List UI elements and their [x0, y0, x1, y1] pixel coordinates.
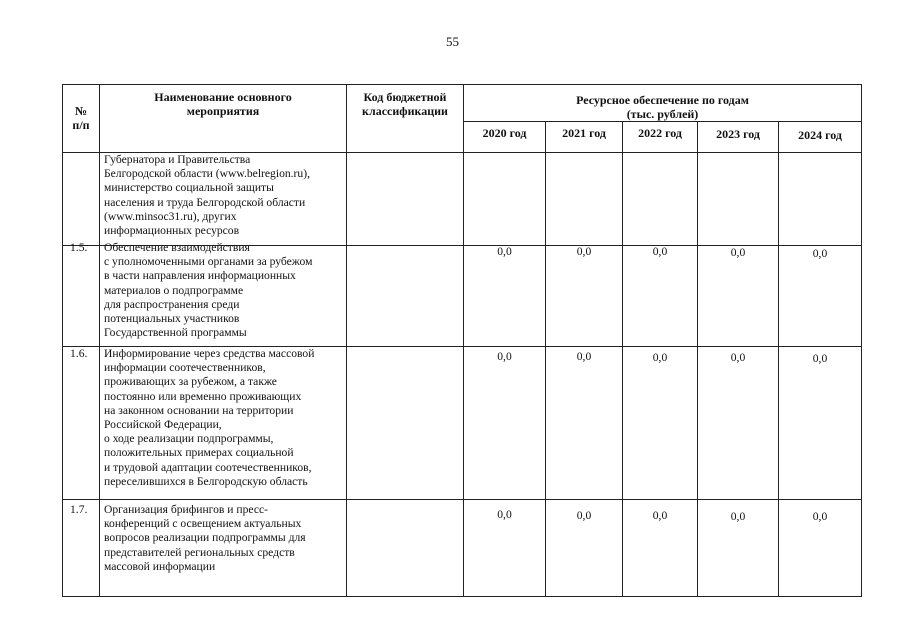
value-2024: 0,0 [812, 247, 828, 260]
row-name: Обеспечение взаимодействия с уполномоченными органами за рубежом в части направления информационных материалов о подпрограмме для распространения среди потенциальных участников Государственной программы [104, 241, 313, 340]
value-2022: 0,0 [652, 509, 668, 522]
year-2024: 2024 год [798, 128, 842, 142]
value-2024: 0,0 [812, 352, 828, 365]
page-number: 55 [446, 34, 459, 49]
row-number: 1.5. [70, 241, 88, 254]
col-line [62, 84, 63, 597]
value-2022: 0,0 [652, 245, 668, 258]
value-2022: 0,0 [652, 351, 668, 364]
header-code: Код бюджетной классификации [362, 90, 448, 118]
value-2023: 0,0 [730, 351, 746, 364]
value-2023: 0,0 [730, 510, 746, 523]
value-2021: 0,0 [576, 350, 592, 363]
year-header-divider [463, 121, 862, 122]
col-line [346, 84, 347, 597]
row-name: Информирование через средства массовой информации соотечественников, проживающих за рубежом, а также постоянно или временно проживающих на законном основании на территории Российской Федерации, о ходе реализации подпрограммы, положительных примерах социальной и трудовой адаптации соотечественников, переселившихся в Белгородскую область [104, 347, 315, 488]
value-2020: 0,0 [497, 508, 512, 521]
row-number: 1.7. [70, 503, 88, 516]
col-line [861, 84, 862, 597]
row-divider [62, 499, 862, 500]
header-number: № п/п [72, 104, 90, 132]
table-border-top [62, 84, 862, 85]
col-line [99, 84, 100, 597]
value-2024: 0,0 [812, 510, 828, 523]
value-2021: 0,0 [576, 509, 592, 522]
year-2023: 2023 год [716, 127, 760, 141]
row-name: Губернатора и Правительства Белгородской области (www.belregion.ru), министерство социальной защиты населения и труда Белгородской области (www.minsoc31.ru), других информационных ресурсов [104, 153, 310, 238]
year-2021: 2021 год [562, 126, 606, 140]
year-2022: 2022 год [638, 126, 682, 140]
header-resource: Ресурсное обеспечение по годам (тыс. рублей) [576, 93, 749, 121]
table-border-bottom [62, 596, 862, 597]
row-name: Организация брифингов и пресс- конференций с освещением актуальных вопросов реализации подпрограммы для представителей региональных средств массовой информации [104, 503, 306, 573]
year-2020: 2020 год [482, 126, 527, 140]
value-2020: 0,0 [497, 350, 512, 363]
value-2023: 0,0 [730, 246, 746, 259]
header-name: Наименование основного мероприятия [154, 90, 292, 118]
row-number: 1.6. [70, 347, 88, 360]
value-2021: 0,0 [576, 245, 592, 258]
value-2020: 0,0 [497, 245, 512, 258]
